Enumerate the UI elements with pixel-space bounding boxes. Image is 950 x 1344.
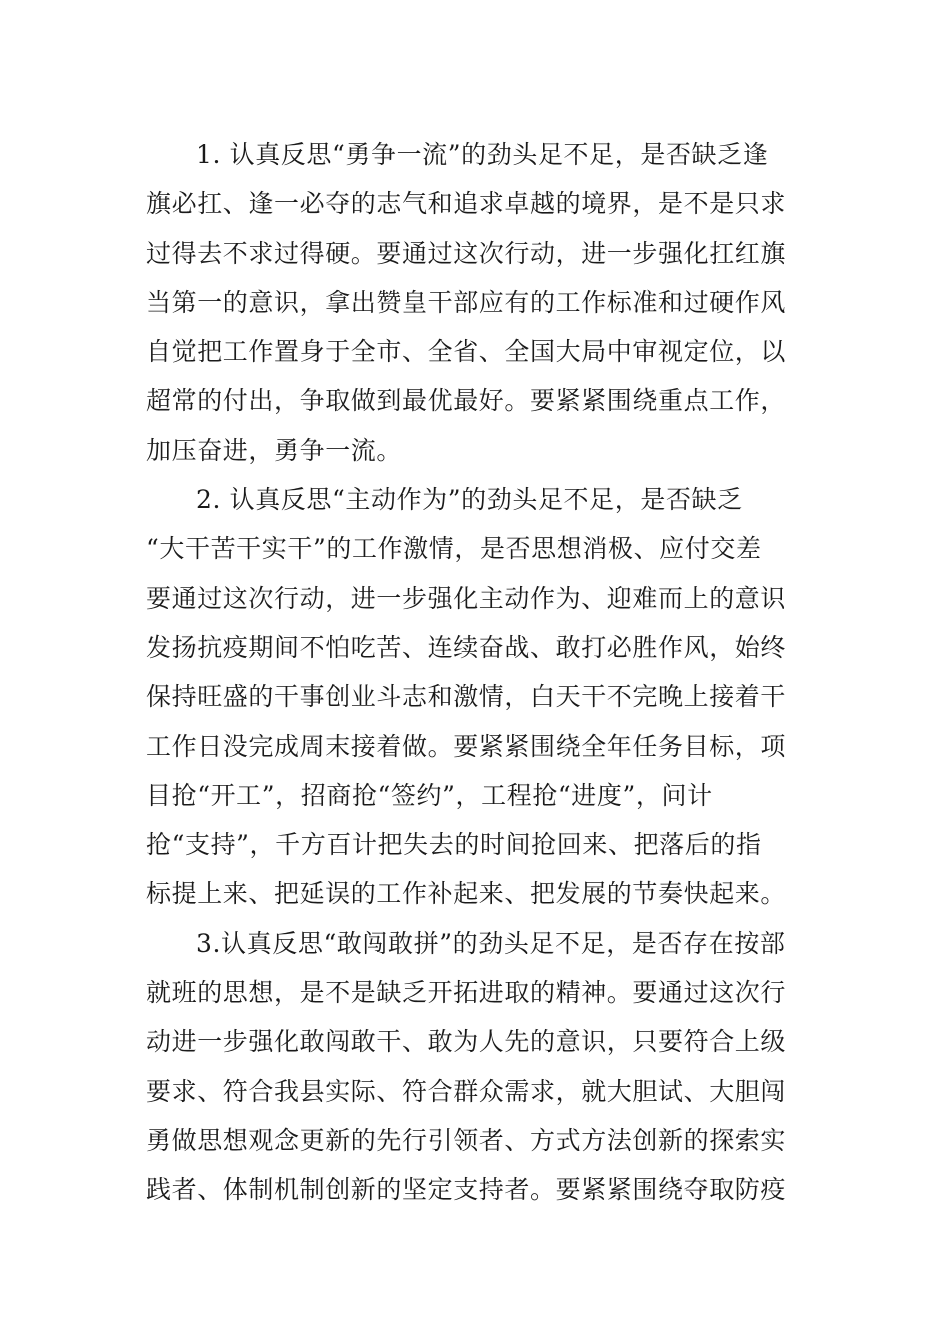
text-line: 3.认真反思“敢闯敢拼”的劲头足不足，是否存在按部 (196, 928, 786, 958)
text-line: 旗必扛、逢一必夺的志气和追求卓越的境界，是不是只求 (146, 189, 787, 219)
paragraph-2 (146, 475, 808, 919)
text-line: 就班的思想，是不是缺乏开拓进取的精神。要通过这次行 (146, 978, 787, 1008)
text-line: 发扬抗疫期间不怕吃苦、连续奋战、敢打必胜作风，始终 (146, 632, 787, 662)
text-line: 要求、符合我县实际、符合群众需求，就大胆试、大胆闯 (146, 1076, 787, 1106)
text-line: 自觉把工作置身于全市、全省、全国大局中审视定位，以 (146, 337, 787, 367)
text-line: 目抢“开工”，招商抢“签约”，工程抢“进度”，问计 (146, 780, 713, 810)
text-line: 过得去不求过得硬。要通过这次行动，进一步强化扛红旗 (146, 238, 787, 268)
text-line: 工作日没完成周末接着做。要紧紧围绕全年任务目标，项 (146, 731, 787, 761)
text-line: 抢“支持”，千方百计把失去的时间抢回来、把落后的指 (146, 830, 762, 860)
document-body (146, 130, 808, 1215)
text-line: 勇做思想观念更新的先行引领者、方式方法创新的探索实 (146, 1125, 787, 1155)
text-line: 加压奋进，勇争一流。 (146, 435, 403, 465)
paragraph-1 (146, 130, 808, 475)
text-line: 保持旺盛的干事创业斗志和激情，白天干不完晚上接着干 (146, 682, 787, 712)
text-line: “大干苦干实干”的工作激情，是否思想消极、应付交差 (146, 534, 762, 564)
paragraph-3 (146, 919, 808, 1215)
text-line: 践者、体制机制创新的坚定支持者。要紧紧围绕夺取防疫 (146, 1175, 787, 1205)
text-line: 超常的付出，争取做到最优最好。要紧紧围绕重点工作， (146, 386, 787, 416)
text-line: 要通过这次行动，进一步强化主动作为、迎难而上的意识 (146, 583, 787, 613)
text-line: 当第一的意识，拿出赞皇干部应有的工作标准和过硬作风 (146, 287, 787, 317)
text-line: 2. 认真反思“主动作为”的劲头足不足，是否缺乏 (196, 485, 743, 515)
text-line: 标提上来、把延误的工作补起来、把发展的节奏快起来。 (146, 879, 787, 909)
text-line: 1. 认真反思“勇争一流”的劲头足不足，是否缺乏逢 (196, 140, 769, 169)
text-line: 动进一步强化敢闯敢干、敢为人先的意识，只要符合上级 (146, 1027, 787, 1057)
